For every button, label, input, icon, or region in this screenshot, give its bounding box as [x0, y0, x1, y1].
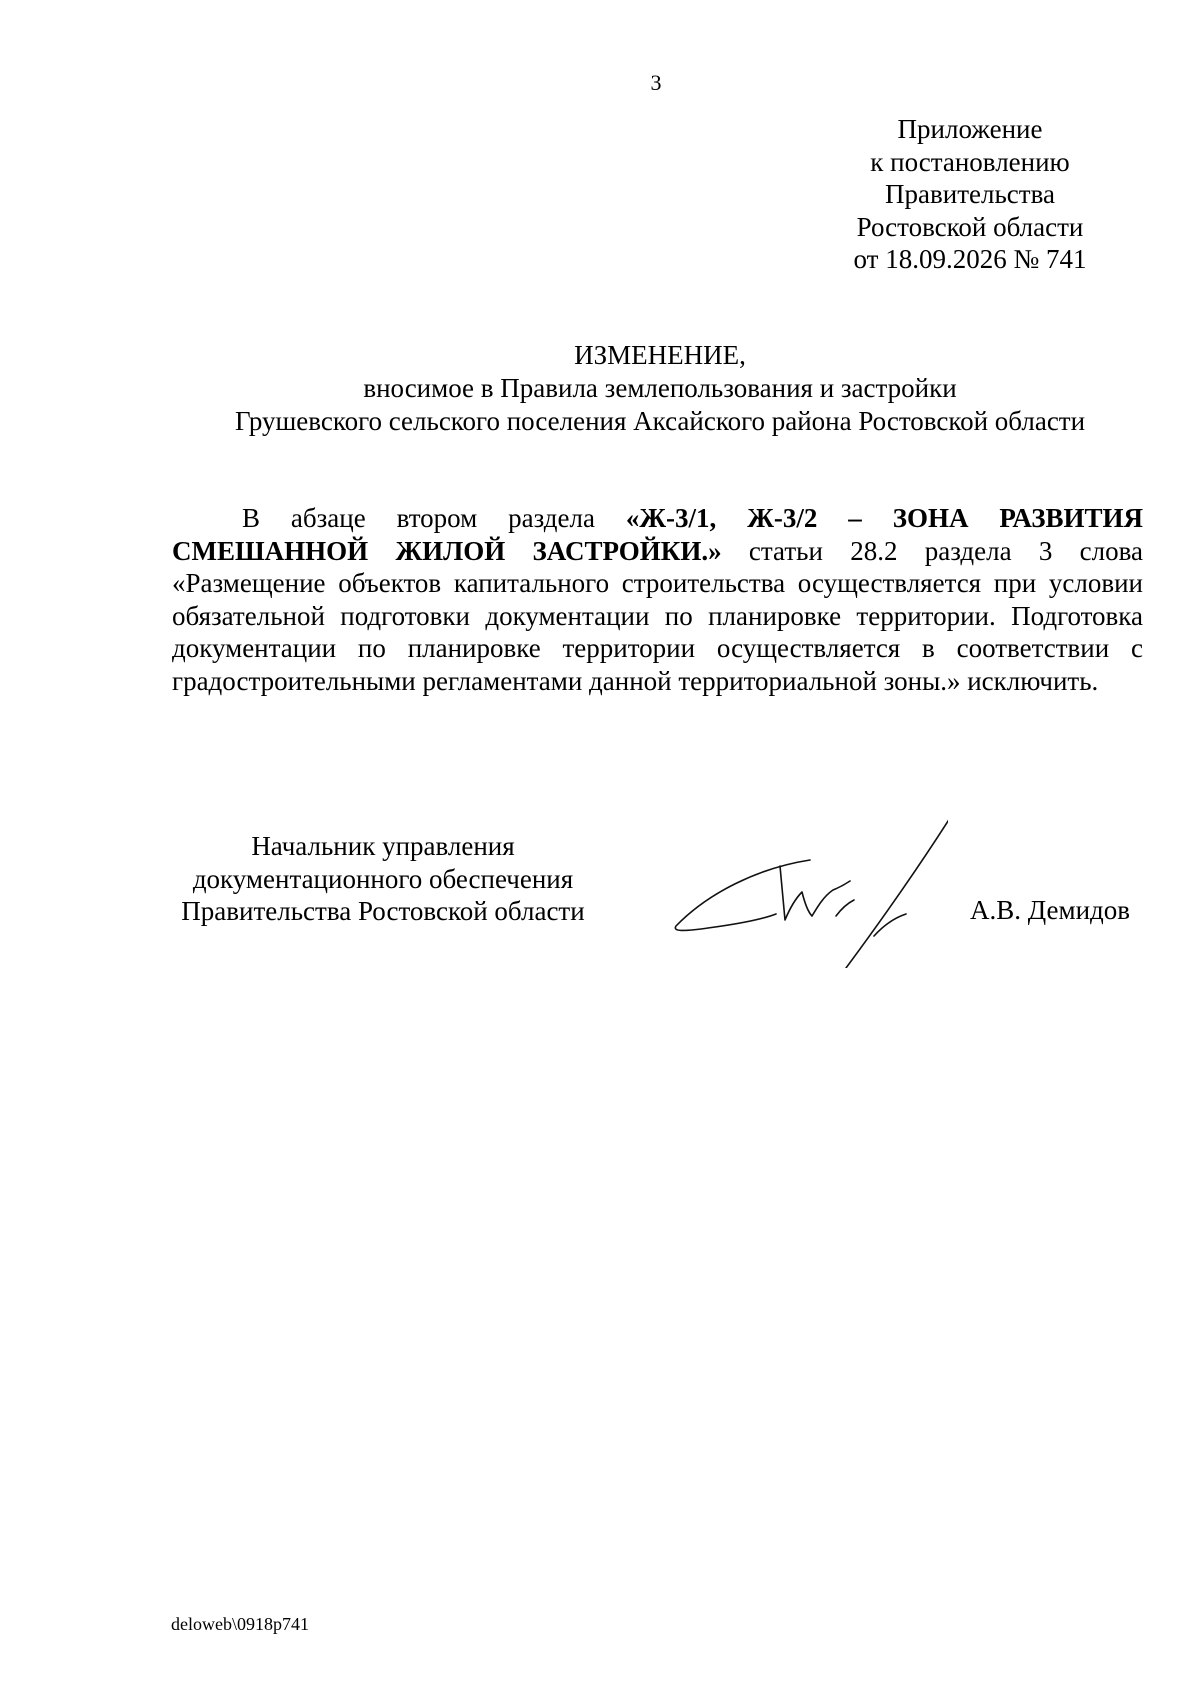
appendix-to-resolution: к постановлению: [870, 146, 1070, 177]
document-title: [100, 339, 1200, 438]
appendix-date-number: от 18.09.2026 № 741: [853, 244, 1087, 274]
appendix-region: Ростовской области: [856, 211, 1084, 242]
amendment-paragraph: [172, 502, 1143, 697]
signer-position: [168, 830, 598, 928]
signer-title-line-3: Правительства Ростовской области: [181, 896, 585, 926]
paragraph-intro: В абзаце втором раздела: [242, 503, 626, 533]
appendix-block: [820, 113, 1120, 276]
handwritten-signature: [668, 808, 948, 968]
zone-section-name: «Ж-3/1, Ж-3/2 – ЗОНА РАЗВИТИЯ СМЕШАННОЙ ЖИЛОЙ ЗАСТРОЙКИ.»: [172, 503, 1143, 566]
document-code: deloweb\0918p741: [171, 1614, 309, 1634]
signer-title-line-2: документационного обеспечения: [192, 863, 574, 894]
paragraph-rest: статьи 28.2 раздела 3 слова «Размещение объектов капитального строительства осуществляется при условии обязательной подготовки документации по планировке территории. Подготовка документации по планировке территории осуществляется в соответствии с градостроительными регламентами данной территориальной зоны.» исключить.: [172, 535, 1143, 696]
appendix-government: Правительства: [885, 179, 1055, 209]
title-heading: ИЗМЕНЕНИЕ,: [574, 340, 746, 370]
signer-title-line-1: Начальник управления: [251, 831, 515, 861]
signer-name: А.В. Демидов: [970, 895, 1131, 925]
page-number: 3: [650, 70, 662, 95]
title-subject: вносимое в Правила землепользования и застройки: [363, 373, 957, 403]
title-settlement: Грушевского сельского поселения Аксайского района Ростовской области: [234, 406, 1086, 436]
appendix-label: Приложение: [897, 114, 1043, 144]
